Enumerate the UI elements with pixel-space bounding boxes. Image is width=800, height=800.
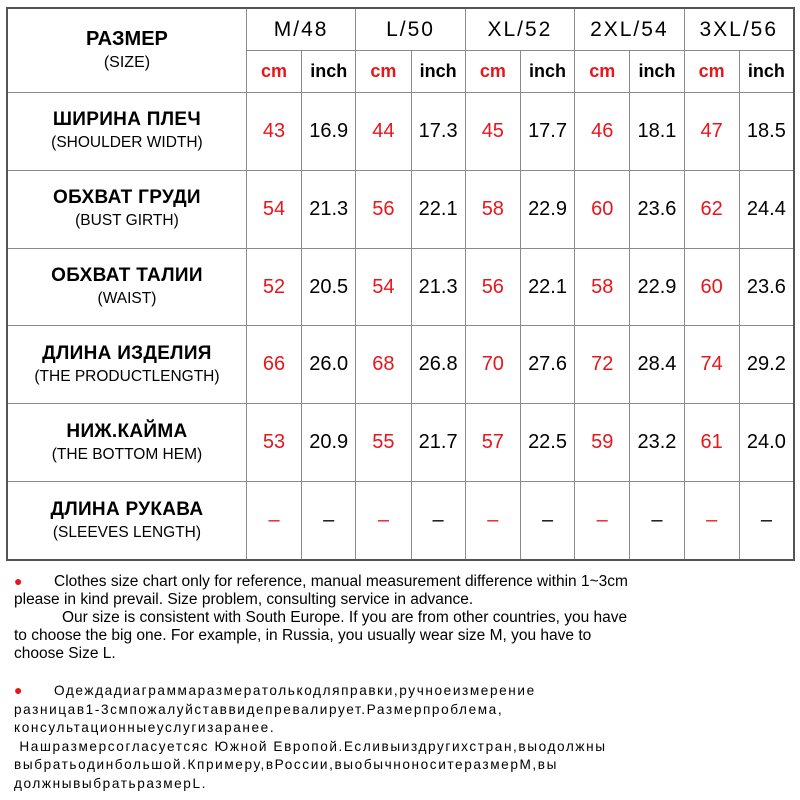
value-cm: 68 <box>356 326 411 404</box>
value-inch: 22.1 <box>411 170 465 248</box>
value-inch: 22.9 <box>630 248 684 326</box>
bullet-icon: ● <box>14 573 23 589</box>
measurement-label <box>8 326 247 404</box>
measurement-label-en: (THE PRODUCTLENGTH) <box>34 367 220 385</box>
bullet-icon: ● <box>14 682 25 698</box>
measurement-label <box>8 170 247 248</box>
value-inch: 27.6 <box>520 326 574 404</box>
value-cm: 72 <box>575 326 630 404</box>
notes-section <box>14 572 794 793</box>
measurement-label-ru: ШИРИНА ПЛЕЧ <box>52 109 202 131</box>
size-title-en: (SIZE) <box>103 54 151 72</box>
value-inch: – <box>302 482 356 560</box>
measurement-label <box>8 482 247 560</box>
value-cm: 62 <box>684 170 739 248</box>
value-cm: 57 <box>465 404 520 482</box>
unit-cm-header: cm <box>684 51 739 92</box>
value-inch: 18.1 <box>630 92 684 170</box>
unit-cm-header: cm <box>246 51 301 92</box>
unit-inch-header: inch <box>630 51 684 92</box>
unit-inch-header: inch <box>520 51 574 92</box>
size-header-row <box>8 9 794 51</box>
value-inch: 22.1 <box>520 248 574 326</box>
value-inch: 20.9 <box>302 404 356 482</box>
note-en-line: Our size is consistent with South Europe. If you are from other countries, you have <box>62 609 628 626</box>
value-cm: 54 <box>246 170 301 248</box>
note-ru-line: должнывыбратьразмерL. <box>14 775 208 791</box>
note-ru-line: консультационныеуслугизаранее. <box>14 720 276 735</box>
value-cm: 53 <box>246 404 301 482</box>
measurement-label <box>8 92 247 170</box>
measurement-row <box>8 326 794 404</box>
value-cm: 45 <box>465 92 520 170</box>
value-cm: 54 <box>356 248 411 326</box>
value-inch: – <box>411 482 465 560</box>
measurement-row <box>8 170 794 248</box>
measurement-label-ru: ОБХВАТ ГРУДИ <box>52 187 201 209</box>
unit-cm-header: cm <box>356 51 411 92</box>
note-en-line: choose Size L. <box>14 645 116 662</box>
measurement-row <box>8 248 794 326</box>
value-cm: 44 <box>356 92 411 170</box>
measurement-label-en: (SHOULDER WIDTH) <box>51 134 203 152</box>
measurement-row <box>8 92 794 170</box>
measurement-label-en: (WAIST) <box>97 290 157 307</box>
value-cm: 70 <box>465 326 520 404</box>
measurement-label-ru: ДЛИНА ИЗДЕЛИЯ <box>42 342 212 364</box>
measurement-row <box>8 404 794 482</box>
value-inch: 23.6 <box>630 170 684 248</box>
note-ru-line: разницав1-3смпожалуйставвидепревалирует.Размерпроблема, <box>14 701 504 717</box>
value-inch: 16.9 <box>302 92 356 170</box>
value-inch: 17.3 <box>411 92 465 170</box>
value-inch: 18.5 <box>739 92 793 170</box>
note-ru-line: Нашразмерсогласуетсяс Южной Европой.Есливыиздругихстран,выодолжны <box>19 738 607 754</box>
unit-inch-header: inch <box>411 51 465 92</box>
value-inch: – <box>630 482 684 560</box>
value-inch: 24.4 <box>739 170 793 248</box>
value-cm: – <box>575 482 630 560</box>
size-header-2xl: 2XL/54 <box>575 9 684 51</box>
value-inch: 26.0 <box>302 326 356 404</box>
value-cm: 58 <box>575 248 630 326</box>
value-inch: 26.8 <box>411 326 465 404</box>
value-cm: – <box>684 482 739 560</box>
value-cm: 52 <box>246 248 301 326</box>
measurement-label-en: (THE BOTTOM HEM) <box>51 445 203 463</box>
measurement-label-ru: НИЖ.КАЙМА <box>66 420 188 442</box>
value-inch: 23.2 <box>630 404 684 482</box>
value-cm: 60 <box>575 170 630 248</box>
value-cm: 43 <box>246 92 301 170</box>
value-cm: – <box>246 482 301 560</box>
value-cm: 59 <box>575 404 630 482</box>
value-inch: 29.2 <box>739 326 793 404</box>
size-header-xl: XL/52 <box>465 9 574 51</box>
size-header-3xl: 3XL/56 <box>684 9 793 51</box>
measurement-label-en: (SLEEVES LENGTH) <box>52 523 202 541</box>
value-cm: 55 <box>356 404 411 482</box>
size-corner-cell <box>8 9 247 93</box>
value-cm: 58 <box>465 170 520 248</box>
note-en-line: please in kind prevail. Size problem, consulting service in advance. <box>14 591 474 608</box>
size-title-ru: РАЗМЕР <box>86 28 168 51</box>
note-ru-line: выбратьодинбольшой.Кпримеру,вРоссии,выобычноноситеразмерМ,вы <box>14 757 558 772</box>
unit-cm-header: cm <box>575 51 630 92</box>
measurement-row <box>8 482 794 560</box>
value-inch: 21.3 <box>302 170 356 248</box>
value-cm: 66 <box>246 326 301 404</box>
size-header-l: L/50 <box>356 9 465 51</box>
note-ru-line: Одеждадиаграммаразмератолькодляправки,ручноеизмерение <box>54 683 536 698</box>
value-inch: 17.7 <box>520 92 574 170</box>
unit-inch-header: inch <box>302 51 356 92</box>
value-inch: 28.4 <box>630 326 684 404</box>
measurement-label-en: (BUST GIRTH) <box>75 212 179 230</box>
value-inch: 23.6 <box>739 248 793 326</box>
note-en-line: to choose the big one. For example, in Russia, you usually wear size M, you have to <box>14 627 592 644</box>
value-cm: 56 <box>356 170 411 248</box>
size-chart-table <box>7 8 794 560</box>
value-cm: 60 <box>684 248 739 326</box>
value-cm: – <box>465 482 520 560</box>
value-inch: 21.7 <box>411 404 465 482</box>
unit-cm-header: cm <box>465 51 520 92</box>
value-inch: 24.0 <box>739 404 793 482</box>
unit-inch-header: inch <box>739 51 793 92</box>
measurement-label-ru: ДЛИНА РУКАВА <box>50 498 204 520</box>
value-inch: 20.5 <box>302 248 356 326</box>
note-en-line: Clothes size chart only for reference, manual measurement difference within 1~3cm <box>54 573 628 590</box>
value-cm: 56 <box>465 248 520 326</box>
note-english <box>14 572 794 663</box>
measurement-label-ru: ОБХВАТ ТАЛИИ <box>51 265 203 286</box>
size-header-m: M/48 <box>246 9 355 51</box>
note-russian <box>14 681 794 793</box>
value-inch: 22.9 <box>520 170 574 248</box>
value-cm: 46 <box>575 92 630 170</box>
value-cm: 74 <box>684 326 739 404</box>
value-cm: 61 <box>684 404 739 482</box>
value-inch: – <box>739 482 793 560</box>
value-inch: – <box>520 482 574 560</box>
value-cm: 47 <box>684 92 739 170</box>
measurement-label <box>8 248 247 326</box>
measurement-label <box>8 404 247 482</box>
value-inch: 22.5 <box>520 404 574 482</box>
value-inch: 21.3 <box>411 248 465 326</box>
value-cm: – <box>356 482 411 560</box>
